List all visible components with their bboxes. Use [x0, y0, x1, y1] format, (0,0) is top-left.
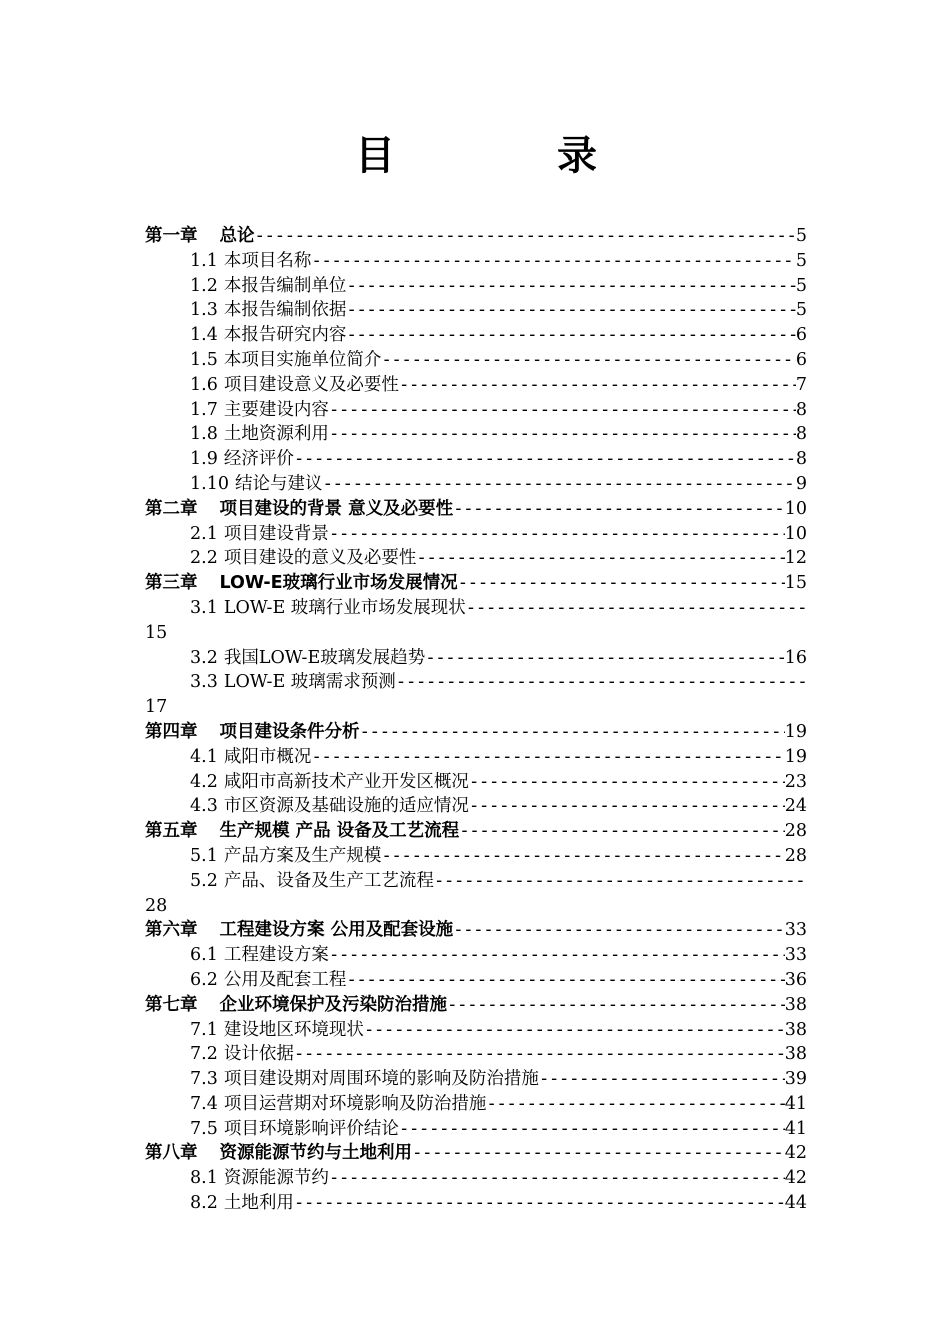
chapter-title: 项目建设的背景 意义及必要性 [219, 498, 454, 519]
dot-leader [412, 1141, 785, 1166]
section-title: 公用及配套工程 [223, 969, 347, 990]
page-number: 38 [784, 994, 807, 1015]
dot-leader [294, 1191, 785, 1216]
section-title: 项目环境影响评价结论 [223, 1118, 399, 1139]
section-title: 土地资源利用 [223, 424, 329, 445]
toc-section-entry[interactable] [145, 1191, 807, 1216]
section-title: 项目运营期对环境影响及防治措施 [223, 1093, 487, 1114]
chapter-title: 项目建设条件分析 [219, 721, 360, 742]
toc-chapter-entry[interactable] [145, 918, 807, 943]
title-char-1: 目 [355, 133, 395, 179]
toc-section-entry[interactable] [145, 770, 807, 795]
section-title: 结论与建议 [234, 473, 323, 494]
toc-section-entry[interactable] [145, 1166, 807, 1191]
dot-leader [329, 422, 796, 447]
page-number: 36 [784, 969, 807, 990]
chapter-title: LOW-E玻璃行业市场发展情况 [219, 573, 458, 594]
section-number: 1.1 [190, 250, 218, 271]
toc-section-entry[interactable] [145, 869, 807, 919]
section-number: 1.8 [190, 424, 218, 445]
section-number: 4.3 [190, 796, 218, 817]
chapter-label: 第六章 [145, 920, 198, 941]
section-title: 产品方案及生产规模 [223, 845, 382, 866]
section-title: 工程建设方案 [223, 945, 329, 966]
dot-leader [329, 398, 796, 423]
chapter-title: 总论 [219, 226, 255, 246]
toc-section-entry[interactable] [145, 745, 807, 770]
section-title: 建设地区环境现状 [223, 1019, 364, 1040]
page-number: 7 [795, 374, 807, 395]
section-title: LOW-E 玻璃需求预测 [223, 672, 396, 693]
section-title: 项目建设背景 [223, 523, 329, 544]
chapter-label: 第七章 [145, 994, 198, 1015]
toc-section-entry[interactable] [145, 249, 807, 274]
toc-chapter-entry[interactable] [145, 993, 807, 1018]
dot-leader [329, 943, 785, 968]
dot-leader [434, 869, 807, 894]
dot-leader [322, 472, 795, 497]
page-number: 16 [784, 647, 807, 668]
toc-section-entry[interactable] [145, 323, 807, 348]
section-number: 4.1 [190, 746, 218, 767]
page-number: 8 [795, 424, 807, 445]
page-number: 15 [145, 622, 168, 643]
dot-leader [329, 522, 785, 547]
dot-leader [453, 918, 785, 943]
toc-section-entry[interactable] [145, 348, 807, 373]
section-number: 7.1 [190, 1019, 218, 1040]
page-number: 10 [784, 498, 807, 519]
section-title: 经济评价 [223, 449, 294, 470]
section-title: 土地利用 [223, 1193, 294, 1214]
toc-section-entry[interactable] [145, 472, 807, 497]
section-number: 1.3 [190, 300, 218, 321]
dot-leader [396, 670, 807, 695]
chapter-title: 资源能源节约与土地利用 [219, 1143, 412, 1164]
section-title: 本项目名称 [223, 250, 312, 271]
dot-leader [425, 646, 785, 671]
section-number: 1.6 [190, 374, 218, 395]
page-number: 44 [784, 1193, 807, 1214]
page-number: 8 [795, 449, 807, 470]
dot-leader [486, 1092, 784, 1117]
dot-leader [346, 968, 784, 993]
page-number: 42 [784, 1168, 807, 1189]
page-number: 39 [784, 1069, 807, 1090]
section-number: 2.2 [190, 548, 218, 569]
toc-section-entry[interactable] [145, 596, 807, 646]
section-number: 3.1 [190, 597, 218, 618]
page-number: 33 [784, 945, 807, 966]
page-number: 41 [784, 1093, 807, 1114]
dot-leader [381, 844, 784, 869]
section-number: 1.7 [190, 399, 218, 420]
toc-section-entry[interactable] [145, 522, 807, 547]
toc-section-entry[interactable] [145, 1067, 807, 1092]
toc-chapter-entry[interactable] [145, 224, 807, 249]
section-title: 本报告研究内容 [223, 325, 347, 346]
page-number: 41 [784, 1118, 807, 1139]
page-number: 28 [784, 821, 807, 842]
page-number: 23 [784, 771, 807, 792]
chapter-title: 工程建设方案 公用及配套设施 [219, 920, 454, 941]
section-number: 5.2 [190, 870, 218, 891]
toc-chapter-entry[interactable] [145, 720, 807, 745]
page-number: 8 [795, 399, 807, 420]
page-number: 19 [784, 746, 807, 767]
section-number: 4.2 [190, 771, 218, 792]
toc-section-entry[interactable] [145, 1117, 807, 1142]
section-number: 7.5 [190, 1118, 218, 1139]
toc-section-entry[interactable] [145, 373, 807, 398]
dot-leader [255, 224, 796, 249]
dot-leader [346, 274, 796, 299]
dot-leader [360, 720, 785, 745]
chapter-label: 第二章 [145, 498, 198, 519]
section-title: 我国LOW-E玻璃发展趋势 [223, 647, 426, 668]
dot-leader [381, 348, 796, 373]
toc-chapter-entry[interactable] [145, 819, 807, 844]
section-number: 1.9 [190, 449, 218, 470]
chapter-label: 第四章 [145, 721, 198, 742]
page-number: 15 [784, 573, 807, 594]
dot-leader [458, 571, 785, 596]
dot-leader [329, 1166, 785, 1191]
toc-chapter-entry[interactable] [145, 571, 807, 596]
toc-section-entry[interactable] [145, 794, 807, 819]
page-number: 38 [784, 1044, 807, 1065]
section-number: 7.2 [190, 1044, 218, 1065]
page-number: 5 [795, 300, 807, 321]
dot-leader [469, 770, 785, 795]
page-number: 6 [795, 325, 807, 346]
section-title: 本报告编制单位 [223, 275, 347, 296]
page-number: 33 [784, 920, 807, 941]
section-number: 1.5 [190, 349, 218, 370]
page-number: 6 [795, 349, 807, 370]
table-of-contents [145, 224, 807, 1216]
section-title: 本项目实施单位简介 [223, 349, 382, 370]
section-title: 项目建设意义及必要性 [223, 374, 399, 395]
dot-leader [294, 447, 796, 472]
section-title: 项目建设的意义及必要性 [223, 548, 417, 569]
section-number: 8.2 [190, 1193, 218, 1214]
chapter-label: 第三章 [145, 573, 198, 594]
page-number: 5 [795, 275, 807, 296]
page-number: 5 [795, 250, 807, 271]
title-char-2: 录 [557, 133, 597, 179]
dot-leader [399, 373, 796, 398]
section-number: 8.1 [190, 1168, 218, 1189]
page-number: 28 [145, 895, 168, 916]
chapter-label: 第八章 [145, 1143, 198, 1164]
section-number: 3.3 [190, 672, 218, 693]
page-number: 9 [795, 473, 807, 494]
section-title: LOW-E 玻璃行业市场发展现状 [223, 597, 466, 618]
toc-section-entry[interactable] [145, 398, 807, 423]
section-number: 2.1 [190, 523, 218, 544]
section-title: 项目建设期对周围环境的影响及防治措施 [223, 1069, 539, 1090]
section-number: 5.1 [190, 845, 218, 866]
toc-section-entry[interactable] [145, 968, 807, 993]
dot-leader [311, 745, 784, 770]
section-title: 资源能源节约 [223, 1168, 329, 1189]
dot-leader [346, 298, 796, 323]
section-number: 1.10 [190, 473, 229, 494]
toc-section-entry[interactable] [145, 422, 807, 447]
toc-section-entry[interactable] [145, 274, 807, 299]
dot-leader [453, 497, 785, 522]
chapter-title: 企业环境保护及污染防治措施 [219, 994, 447, 1015]
section-number: 7.4 [190, 1093, 218, 1114]
section-title: 主要建设内容 [223, 399, 329, 420]
document-title [0, 124, 950, 184]
toc-section-entry[interactable] [145, 298, 807, 323]
toc-section-entry[interactable] [145, 1042, 807, 1067]
section-number: 1.2 [190, 275, 218, 296]
dot-leader [294, 1042, 785, 1067]
toc-chapter-entry[interactable] [145, 1141, 807, 1166]
dot-leader [364, 1018, 785, 1043]
page-number: 17 [145, 697, 168, 718]
page-number: 38 [784, 1019, 807, 1040]
toc-section-entry[interactable] [145, 1092, 807, 1117]
section-title: 咸阳市概况 [223, 746, 312, 767]
dot-leader [416, 546, 784, 571]
dot-leader [539, 1067, 785, 1092]
page-number: 24 [784, 796, 807, 817]
section-number: 6.2 [190, 969, 218, 990]
section-title: 咸阳市高新技术产业开发区概况 [223, 771, 469, 792]
section-title: 产品、设备及生产工艺流程 [223, 870, 434, 891]
dot-leader [447, 993, 785, 1018]
dot-leader [346, 323, 796, 348]
dot-leader [311, 249, 796, 274]
section-title: 设计依据 [223, 1044, 294, 1065]
toc-section-entry[interactable] [145, 646, 807, 671]
dot-leader [399, 1117, 785, 1142]
chapter-label: 第一章 [145, 226, 198, 246]
section-number: 3.2 [190, 647, 218, 668]
section-number: 7.3 [190, 1069, 218, 1090]
toc-section-entry[interactable] [145, 1018, 807, 1043]
section-number: 6.1 [190, 945, 218, 966]
page-number: 10 [784, 523, 807, 544]
page-number: 19 [784, 721, 807, 742]
toc-section-entry[interactable] [145, 546, 807, 571]
page-number: 42 [784, 1143, 807, 1164]
chapter-label: 第五章 [145, 821, 198, 842]
toc-chapter-entry[interactable] [145, 497, 807, 522]
section-number: 1.4 [190, 325, 218, 346]
page-number: 5 [795, 226, 807, 246]
chapter-title: 生产规模 产品 设备及工艺流程 [219, 821, 460, 842]
toc-section-entry[interactable] [145, 670, 807, 720]
toc-section-entry[interactable] [145, 447, 807, 472]
dot-leader [469, 794, 785, 819]
toc-section-entry[interactable] [145, 943, 807, 968]
toc-section-entry[interactable] [145, 844, 807, 869]
page-number: 12 [784, 548, 807, 569]
page-number: 28 [784, 845, 807, 866]
section-title: 市区资源及基础设施的适应情况 [223, 796, 469, 817]
section-title: 本报告编制依据 [223, 300, 347, 321]
dot-leader [459, 819, 785, 844]
dot-leader [466, 596, 807, 621]
